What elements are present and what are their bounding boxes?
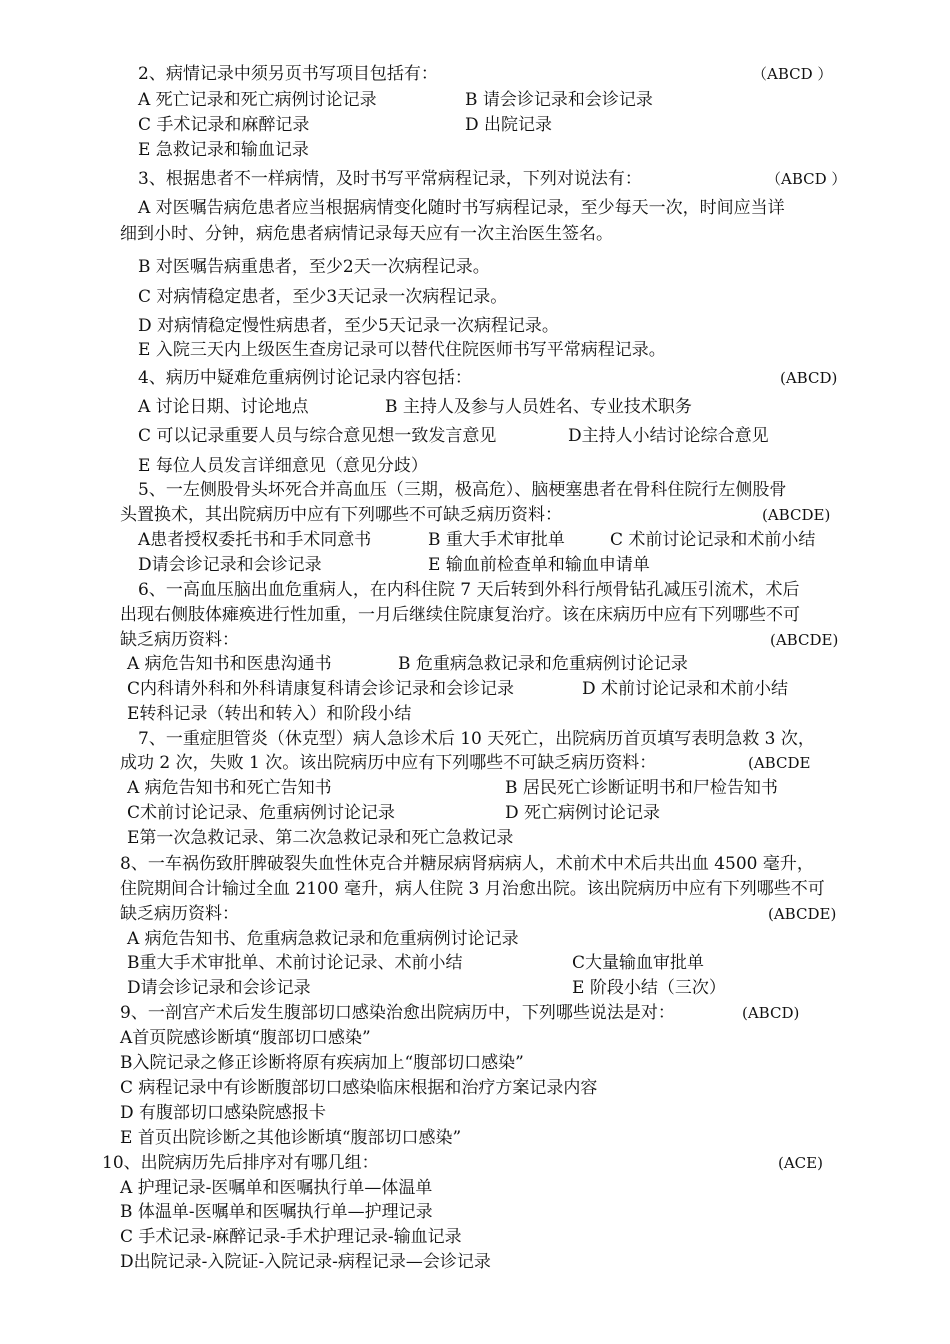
q2-option-e: E 急救记录和输血记录 — [138, 140, 309, 160]
q4-option-b: B 主持人及参与人员姓名、专业技术职务 — [385, 397, 692, 417]
q7-options-ab — [0, 775, 950, 801]
q2-option-b: B 请会诊记录和会诊记录 — [465, 90, 653, 110]
q4-stem: 4、病历中疑难危重病例讨论记录内容包括： — [138, 368, 472, 388]
q3-option-e-line — [0, 337, 950, 363]
q7-options-cd — [0, 800, 950, 826]
q9-option-b: B入院记录之修正诊断将原有疾病加上“腹部切口感染” — [120, 1053, 524, 1073]
q5-options-abc — [0, 527, 950, 553]
q4-stem-line — [0, 365, 950, 391]
q5-option-c: C 术前讨论记录和术前小结 — [610, 530, 816, 550]
q8-option-d: D请会诊记录和会诊记录 — [127, 978, 311, 998]
q4-answer: (ABCD) — [780, 369, 838, 387]
q10-option-c-line — [0, 1224, 950, 1250]
q9-option-c: C 病程记录中有诊断腹部切口感染临床根据和治疗方案记录内容 — [120, 1078, 598, 1098]
q6-option-e: E转科记录（转出和转入）和阶段小结 — [127, 704, 412, 724]
q3-option-a-part1: A 对医嘱告病危患者应当根据病情变化随时书写病程记录，至少每天一次，时间应当详 — [138, 198, 785, 218]
q9-option-d: D 有腹部切口感染院感报卡 — [120, 1103, 327, 1123]
q2-stem: 2、病情记录中须另页书写项目包括有： — [138, 64, 438, 84]
q7-stem-part2: 成功 2 次，失败 1 次。该出院病历中应有下列哪些不可缺乏病历资料： — [120, 753, 657, 773]
q10-option-c: C 手术记录-麻醉记录-手术护理记录-输血记录 — [120, 1227, 462, 1247]
q7-stem-line2 — [0, 750, 950, 776]
q6-stem-line2 — [0, 602, 950, 628]
q7-option-e: E第一次急救记录、第二次急救记录和死亡急救记录 — [127, 828, 514, 848]
q10-option-b-line — [0, 1199, 950, 1225]
q5-stem-part1: 5、一左侧股骨头坏死合并高血压（三期，极高危）、脑梗塞患者在骨科住院行左侧股骨 — [138, 480, 787, 500]
q9-option-e-line — [0, 1125, 950, 1151]
q2-options-ab — [0, 87, 950, 113]
q8-option-a-line — [0, 926, 950, 952]
q2-answer: （ABCD ） — [752, 65, 833, 83]
q4-option-d: D主持人小结讨论综合意见 — [568, 426, 769, 446]
q10-option-b: B 体温单-医嘱单和医嘱执行单—护理记录 — [120, 1202, 433, 1222]
q10-stem-line — [0, 1150, 950, 1176]
q8-option-c: C大量输血审批单 — [572, 953, 705, 973]
q4-option-e: E 每位人员发言详细意见（意见分歧） — [138, 456, 428, 476]
q8-stem-part1: 8、一车祸伤致肝脾破裂失血性休克合并糖尿病肾病病人，术前术中术后共出血 4500 毫升， — [120, 854, 814, 874]
q5-option-e: E 输血前检查单和输血申请单 — [428, 555, 650, 575]
q5-stem-line1 — [0, 477, 950, 503]
q8-option-e: E 阶段小结（三次） — [572, 978, 726, 998]
q9-option-c-line — [0, 1075, 950, 1101]
q8-stem-line3 — [0, 901, 950, 927]
q6-answer: (ABCDE) — [770, 631, 839, 649]
q9-option-d-line — [0, 1100, 950, 1126]
q3-option-a-part2: 细到小时、分钟，病危患者病情记录每天应有一次主治医生签名。 — [120, 224, 613, 244]
q5-option-a: A患者授权委托书和手术同意书 — [138, 530, 372, 550]
q10-option-a: A 护理记录-医嘱单和医嘱执行单—体温单 — [120, 1178, 433, 1198]
q7-option-b: B 居民死亡诊断证明书和尸检告知书 — [505, 778, 778, 798]
q9-option-b-line — [0, 1050, 950, 1076]
q6-stem-line3 — [0, 627, 950, 653]
q8-stem-part3: 缺乏病历资料： — [120, 904, 239, 924]
q6-stem-line1 — [0, 577, 950, 603]
q6-option-b: B 危重病急救记录和危重病例讨论记录 — [398, 654, 688, 674]
q9-option-a: A首页院感诊断填“腹部切口感染” — [120, 1028, 371, 1048]
q8-option-b: B重大手术审批单、术前讨论记录、术前小结 — [127, 953, 463, 973]
q6-option-d: D 术前讨论记录和术前小结 — [582, 679, 789, 699]
q4-options-cd — [0, 423, 950, 449]
q8-option-a: A 病危告知书、危重病急救记录和危重病例讨论记录 — [127, 929, 519, 949]
q9-stem-line — [0, 1000, 950, 1026]
q8-stem-part2: 住院期间合计输过全血 2100 毫升，病人住院 3 月治愈出院。该出院病历中应有下列哪些不可 — [120, 879, 825, 899]
q9-stem: 9、一剖宫产术后发生腹部切口感染治愈出院病历中，下列哪些说法是对： — [120, 1003, 675, 1023]
q9-option-a-line — [0, 1025, 950, 1051]
q6-option-c: C内科请外科和外科请康复科请会诊记录和会诊记录 — [127, 679, 515, 699]
q8-options-de — [0, 975, 950, 1001]
q3-option-a-line1 — [0, 195, 950, 221]
q6-option-e-line — [0, 701, 950, 727]
q7-option-d: D 死亡病例讨论记录 — [505, 803, 661, 823]
q8-options-bc — [0, 950, 950, 976]
q2-stem-line — [0, 61, 950, 87]
q3-option-b-line — [0, 254, 950, 280]
q5-option-d: D请会诊记录和会诊记录 — [138, 555, 322, 575]
q3-stem-line — [0, 166, 950, 192]
q4-options-ab — [0, 394, 950, 420]
q10-stem: 10、出院病历先后排序对有哪几组： — [102, 1153, 379, 1173]
q3-option-c: C 对病情稳定患者，至少3天记录一次病程记录。 — [138, 287, 508, 307]
q7-answer: (ABCDE — [748, 754, 811, 772]
q7-stem-part1: 7、一重症胆管炎（休克型）病人急诊术后 10 天死亡，出院病历首页填写表明急救 3 次， — [138, 729, 815, 749]
q5-answer: (ABCDE) — [762, 506, 831, 524]
q3-option-e: E 入院三天内上级医生查房记录可以替代住院医师书写平常病程记录。 — [138, 340, 666, 360]
q8-stem-line1 — [0, 851, 950, 877]
q10-option-d-line — [0, 1249, 950, 1275]
q9-answer: (ABCD) — [742, 1004, 800, 1022]
q3-option-d: D 对病情稳定慢性病患者，至少5天记录一次病程记录。 — [138, 316, 559, 336]
q5-stem-line2 — [0, 502, 950, 528]
q10-option-a-line — [0, 1175, 950, 1201]
q7-option-c: C术前讨论记录、危重病例讨论记录 — [127, 803, 396, 823]
q7-option-a: A 病危告知书和死亡告知书 — [127, 778, 332, 798]
q8-stem-line2 — [0, 876, 950, 902]
q3-stem: 3、根据患者不一样病情，及时书写平常病程记录，下列对说法有： — [138, 169, 642, 189]
q3-option-c-line — [0, 284, 950, 310]
q2-option-d: D 出院记录 — [465, 115, 553, 135]
q6-stem-part2: 出现右侧肢体瘫痪进行性加重，一月后继续住院康复治疗。该在床病历中应有下列哪些不可 — [120, 605, 800, 625]
q5-option-b: B 重大手术审批单 — [428, 530, 565, 550]
q6-options-ab — [0, 651, 950, 677]
q2-options-e — [0, 137, 950, 163]
q3-answer: （ABCD ） — [766, 170, 847, 188]
q5-options-de — [0, 552, 950, 578]
q10-answer: (ACE) — [778, 1154, 823, 1172]
q6-stem-part1: 6、一高血压脑出血危重病人，在内科住院 7 天后转到外科行颅骨钻孔减压引流术，术后 — [138, 580, 800, 600]
q4-option-e-line — [0, 453, 950, 479]
q6-option-a: A 病危告知书和医患沟通书 — [127, 654, 332, 674]
q2-option-c: C 手术记录和麻醉记录 — [138, 115, 310, 135]
q7-stem-line1 — [0, 726, 950, 752]
q6-options-cd — [0, 676, 950, 702]
q3-option-d-line — [0, 313, 950, 339]
q3-option-b: B 对医嘱告病重患者，至少2天一次病程记录。 — [138, 257, 490, 277]
q5-stem-part2: 头置换术，其出院病历中应有下列哪些不可缺乏病历资料： — [120, 505, 562, 525]
q2-options-cd — [0, 112, 950, 138]
q7-option-e-line — [0, 825, 950, 851]
q3-option-a-line2 — [0, 221, 950, 247]
q2-option-a: A 死亡记录和死亡病例讨论记录 — [138, 90, 377, 110]
q4-option-a: A 讨论日期、讨论地点 — [138, 397, 309, 417]
q6-stem-part3: 缺乏病历资料： — [120, 630, 239, 650]
q4-option-c: C 可以记录重要人员与综合意见想一致发言意见 — [138, 426, 497, 446]
q10-option-d: D出院记录-入院证-入院记录-病程记录—会诊记录 — [120, 1252, 491, 1272]
q8-answer: (ABCDE) — [768, 905, 837, 923]
q9-option-e: E 首页出院诊断之其他诊断填“腹部切口感染” — [120, 1128, 462, 1148]
